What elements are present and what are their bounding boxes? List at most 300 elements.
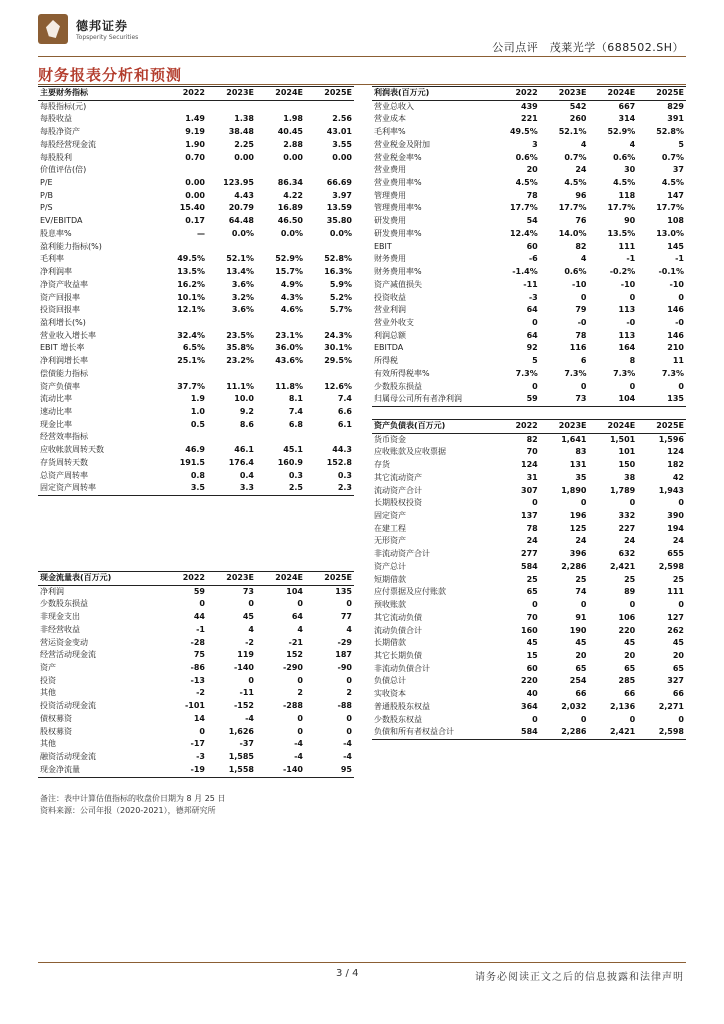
value-cell: 30	[624, 165, 636, 175]
row-label: 存货	[374, 460, 390, 470]
value-cell: -4	[343, 752, 352, 762]
table-row	[38, 152, 354, 165]
value-cell: 13.5%	[607, 228, 636, 238]
value-cell: 49.5%	[177, 254, 205, 264]
table-row	[38, 126, 354, 139]
row-label: 存货周转天数	[40, 457, 88, 467]
value-cell: 0	[678, 498, 684, 508]
table-row	[38, 355, 354, 368]
row-label: 实收资本	[374, 689, 406, 699]
table-row	[38, 406, 354, 419]
value-cell: 64	[526, 330, 538, 340]
row-label: 利润总额	[374, 330, 406, 340]
value-cell: -288	[282, 701, 303, 711]
value-cell: 46.50	[277, 216, 303, 226]
year-header: 2023E	[207, 572, 256, 586]
value-cell: 65	[672, 663, 684, 673]
value-cell: 0	[678, 292, 684, 302]
value-cell: 118	[618, 190, 636, 200]
value-cell: 32.4%	[177, 330, 205, 340]
year-header: 2024E	[589, 87, 638, 101]
table-row	[372, 190, 686, 203]
table-row	[372, 317, 686, 330]
value-cell: 52.1%	[226, 254, 254, 264]
value-cell	[305, 164, 354, 177]
value-cell: -11	[523, 279, 538, 289]
value-cell: 4.43	[234, 190, 254, 200]
value-cell: 20	[624, 650, 636, 660]
value-cell: 0	[346, 599, 352, 609]
value-cell: 13.59	[326, 203, 352, 213]
value-cell: 20	[575, 650, 587, 660]
company-logo	[38, 14, 168, 48]
value-cell: 3.3	[207, 482, 256, 495]
table-row	[38, 624, 354, 637]
value-cell: 11.8%	[275, 381, 303, 391]
value-cell: 0.6%	[564, 267, 587, 277]
table-row	[38, 304, 354, 317]
value-cell: 35.80	[326, 216, 352, 226]
value-cell: -88	[337, 701, 352, 711]
value-cell: 0	[532, 498, 538, 508]
value-cell: 0.70	[185, 152, 205, 162]
row-label: 少数股东权益	[374, 714, 422, 724]
value-cell: 164	[618, 343, 636, 353]
value-cell: 4.22	[283, 190, 303, 200]
value-cell: 0	[297, 713, 303, 723]
value-cell: 1,501	[609, 434, 636, 444]
row-label: 长期股权投资	[374, 498, 422, 508]
table-row	[38, 368, 354, 381]
value-cell: 0.00	[185, 178, 205, 188]
value-cell	[207, 431, 256, 444]
value-cell: 16.3%	[324, 267, 352, 277]
value-cell: 1,943	[658, 485, 684, 495]
value-cell: 111	[667, 587, 684, 597]
main-indicators-table	[38, 86, 354, 496]
value-cell: 73	[540, 393, 589, 406]
value-cell: 0	[199, 599, 205, 609]
row-label: 投资活动现金流	[40, 701, 96, 711]
row-label: 现金净流量	[38, 764, 158, 777]
row-label: 每股指标(元)	[40, 101, 87, 111]
value-cell: 49.5%	[509, 127, 538, 137]
table-row	[38, 241, 354, 254]
value-cell: 0.00	[185, 190, 205, 200]
row-label: 货币资金	[374, 434, 406, 444]
value-cell: 40	[526, 689, 538, 699]
value-cell: -290	[282, 663, 303, 673]
value-cell: -0	[626, 317, 636, 327]
table-row	[372, 472, 686, 485]
value-cell: 35.8%	[226, 343, 254, 353]
table-row	[38, 215, 354, 228]
value-cell: 116	[569, 343, 587, 353]
value-cell: -2	[196, 688, 205, 698]
value-cell: 2,286	[561, 561, 587, 571]
value-cell: 13.4%	[226, 267, 254, 277]
table-row	[372, 215, 686, 228]
value-cell	[207, 317, 256, 330]
row-label: 投资回报率	[40, 305, 80, 315]
row-label: 净资产收益率	[40, 279, 88, 289]
value-cell: 46.9	[185, 445, 205, 455]
value-cell: 24	[526, 536, 538, 546]
value-cell: 4.3%	[280, 292, 303, 302]
row-label: 其它流动资产	[374, 472, 422, 482]
table-row	[372, 100, 686, 113]
value-cell: 2,421	[589, 726, 638, 739]
value-cell: 2	[297, 688, 303, 698]
value-cell: 78	[526, 523, 538, 533]
value-cell: 0.5	[190, 419, 205, 429]
value-cell: 44	[193, 612, 205, 622]
table-row	[372, 279, 686, 292]
table-row	[372, 688, 686, 701]
value-cell: 4	[346, 624, 352, 634]
row-label: EBIT	[374, 241, 392, 251]
value-cell: 0.00	[234, 152, 254, 162]
value-cell: 396	[569, 549, 587, 559]
value-cell: 145	[667, 241, 684, 251]
table-row	[38, 292, 354, 305]
row-label: 应收帐款周转天数	[40, 445, 104, 455]
table-row	[372, 126, 686, 139]
value-cell	[207, 164, 256, 177]
value-cell: 36.0%	[275, 343, 303, 353]
value-cell	[305, 368, 354, 381]
value-cell: 191.5	[179, 457, 205, 467]
value-cell: 150	[618, 460, 636, 470]
year-header: 2023E	[540, 87, 589, 101]
value-cell: 16.2%	[177, 279, 205, 289]
value-cell: 1.98	[283, 114, 303, 124]
table-row	[38, 419, 354, 432]
value-cell: 20.79	[228, 203, 254, 213]
value-cell: 160.9	[277, 457, 303, 467]
value-cell: 135	[335, 586, 352, 596]
value-cell: 1,596	[658, 434, 684, 444]
year-header: 2022	[491, 87, 540, 101]
value-cell: 43.01	[326, 127, 352, 137]
value-cell: 1,890	[561, 485, 587, 495]
value-cell: 119	[237, 650, 254, 660]
table-row	[38, 279, 354, 292]
value-cell: 35	[575, 472, 587, 482]
income-statement-table	[372, 86, 686, 407]
value-cell: 194	[667, 523, 684, 533]
value-cell: 327	[667, 676, 684, 686]
value-cell: -0.2%	[609, 267, 636, 277]
value-cell: 3.6%	[231, 305, 254, 315]
value-cell: 70	[526, 612, 538, 622]
value-cell: 91	[575, 612, 587, 622]
value-cell	[256, 317, 305, 330]
value-cell: 101	[618, 447, 636, 457]
row-label: 资产减值损失	[374, 279, 422, 289]
value-cell: -1	[626, 254, 636, 264]
value-cell: -11	[239, 688, 254, 698]
value-cell: 277	[521, 549, 538, 559]
logo-english-name: Topsperity Securities	[76, 34, 139, 41]
value-cell: 0	[297, 726, 303, 736]
value-cell: 24	[575, 536, 587, 546]
value-cell: 8.1	[288, 394, 303, 404]
value-cell: -86	[190, 663, 205, 673]
value-cell: 2.3	[305, 482, 354, 495]
value-cell: 0.00	[283, 152, 303, 162]
value-cell: 146	[667, 305, 684, 315]
table-row	[38, 330, 354, 343]
value-cell: 104	[589, 393, 638, 406]
row-label: 投资	[40, 675, 56, 685]
row-label: 固定资产	[374, 511, 406, 521]
value-cell: 12.1%	[177, 305, 205, 315]
value-cell: 2,271	[658, 701, 684, 711]
value-cell: 0.8	[190, 470, 205, 480]
value-cell: 23.1%	[275, 330, 303, 340]
table-row	[372, 497, 686, 510]
year-header: 2022	[491, 420, 540, 434]
value-cell: 667	[618, 101, 636, 111]
value-cell: 17.7%	[656, 203, 684, 213]
value-cell: -152	[233, 701, 254, 711]
value-cell: 0	[629, 498, 636, 508]
value-cell: 96	[575, 190, 587, 200]
value-cell: 0	[629, 600, 636, 610]
table-row	[38, 713, 354, 726]
page-title: 财务报表分析和预测	[38, 66, 183, 84]
year-header: 2025E	[305, 87, 354, 101]
value-cell: 37.7%	[177, 381, 205, 391]
table-row	[38, 253, 354, 266]
value-cell	[207, 368, 256, 381]
row-label: 少数股东损益	[374, 381, 422, 391]
value-cell: 45	[624, 638, 636, 648]
value-cell: 5.2%	[329, 292, 352, 302]
table-row	[38, 598, 354, 611]
table-row	[38, 726, 354, 739]
value-cell: 2.5	[256, 482, 305, 495]
value-cell: 1,558	[207, 764, 256, 777]
value-cell: 60	[526, 663, 538, 673]
value-cell: 2,598	[637, 726, 686, 739]
table-row	[372, 202, 686, 215]
table-row	[38, 687, 354, 700]
value-cell: 7.3%	[564, 368, 587, 378]
value-cell: 45	[672, 638, 684, 648]
value-cell: 6.8	[288, 419, 303, 429]
value-cell: -28	[190, 637, 205, 647]
row-label: 每股经营现金流	[40, 139, 96, 149]
row-label: 营业费用	[374, 165, 406, 175]
value-cell: 2	[346, 688, 352, 698]
row-label: 营运资金变动	[40, 637, 88, 647]
value-cell: 25	[624, 574, 636, 584]
value-cell: 13.5%	[177, 267, 205, 277]
value-cell: 77	[340, 612, 352, 622]
value-cell: 38.48	[228, 127, 254, 137]
table-row	[372, 355, 686, 368]
year-header: 2024E	[256, 572, 305, 586]
table-row	[372, 701, 686, 714]
value-cell: 125	[569, 523, 587, 533]
row-label: 流动比率	[40, 394, 72, 404]
table-row	[38, 317, 354, 330]
value-cell: -1	[196, 624, 205, 634]
value-cell: 66.69	[326, 178, 352, 188]
row-label: 资产	[40, 663, 56, 673]
value-cell: 0	[629, 714, 636, 724]
value-cell: 5	[532, 356, 538, 366]
value-cell: 314	[618, 114, 636, 124]
value-cell: —	[197, 228, 205, 238]
value-cell: 152.8	[326, 457, 352, 467]
value-cell: 31	[526, 472, 538, 482]
value-cell: 364	[521, 701, 538, 711]
table-row	[372, 381, 686, 394]
row-label: 非流动资产合计	[374, 549, 430, 559]
value-cell: 12.4%	[509, 228, 538, 238]
value-cell: 12.6%	[324, 381, 352, 391]
value-cell: 0.0%	[231, 228, 254, 238]
row-label: 投资收益	[374, 292, 406, 302]
value-cell: 127	[667, 612, 684, 622]
year-header: 2023E	[207, 87, 256, 101]
value-cell: 1,789	[609, 485, 636, 495]
table-row	[38, 585, 354, 598]
row-label: 毛利率%	[374, 127, 406, 137]
value-cell: -2	[245, 637, 254, 647]
value-cell: 83	[575, 447, 587, 457]
table-row	[372, 637, 686, 650]
value-cell: 135	[637, 393, 686, 406]
value-cell: -19	[158, 764, 207, 777]
value-cell: 0.7%	[661, 152, 684, 162]
value-cell: 76	[575, 216, 587, 226]
value-cell: 75	[193, 650, 205, 660]
value-cell: 4.5%	[564, 178, 587, 188]
footer-divider	[38, 962, 686, 963]
value-cell: 390	[667, 511, 684, 521]
value-cell: 1,585	[228, 752, 254, 762]
value-cell: -3	[196, 752, 205, 762]
value-cell: 113	[618, 330, 636, 340]
value-cell: 7.4	[337, 394, 352, 404]
disclaimer: 请务必阅读正文之后的信息披露和法律声明	[475, 972, 684, 983]
value-cell: 74	[575, 587, 587, 597]
row-label: 其它长期负债	[374, 650, 422, 660]
value-cell: 23.2%	[226, 356, 254, 366]
value-cell: 0	[580, 600, 587, 610]
value-cell: -4	[294, 739, 303, 749]
value-cell: 24.3%	[324, 330, 352, 340]
table-row	[38, 764, 354, 777]
value-cell: 254	[569, 676, 587, 686]
value-cell: 90	[624, 216, 636, 226]
table-row	[38, 675, 354, 688]
value-cell: 14.0%	[558, 228, 587, 238]
value-cell: -4	[294, 752, 303, 762]
value-cell: 44.3	[332, 445, 352, 455]
value-cell: -21	[288, 637, 303, 647]
table-row	[372, 241, 686, 254]
value-cell: -17	[190, 739, 205, 749]
value-cell: 66	[624, 689, 636, 699]
row-label: 流动负债合计	[374, 625, 422, 635]
value-cell: 829	[667, 101, 684, 111]
table-row	[372, 152, 686, 165]
value-cell: 20	[526, 165, 538, 175]
table-row	[372, 663, 686, 676]
value-cell: -37	[239, 739, 254, 749]
value-cell: 9.2	[239, 406, 254, 416]
value-cell: 0	[248, 675, 254, 685]
value-cell: 78	[526, 190, 538, 200]
table-row	[372, 726, 686, 739]
value-cell: 25	[672, 574, 684, 584]
table-row	[372, 433, 686, 446]
value-cell: 82	[526, 434, 538, 444]
row-label: 营业收入增长率	[40, 330, 96, 340]
header-divider	[38, 56, 686, 57]
value-cell: 38	[624, 472, 636, 482]
value-cell: 106	[618, 612, 636, 622]
table-row	[372, 574, 686, 587]
value-cell: 86.34	[277, 178, 303, 188]
table-row	[38, 738, 354, 751]
value-cell: 123.95	[223, 178, 254, 188]
value-cell	[158, 164, 207, 177]
page-header	[0, 0, 724, 60]
value-cell: 0	[532, 600, 538, 610]
value-cell	[256, 241, 305, 254]
value-cell: 54	[526, 216, 538, 226]
row-label: 所得税	[374, 356, 398, 366]
table-row	[38, 662, 354, 675]
value-cell: 23.5%	[226, 330, 254, 340]
year-header: 2023E	[540, 420, 589, 434]
row-label: P/E	[40, 178, 53, 188]
value-cell: 95	[305, 764, 354, 777]
value-cell: 176.4	[228, 457, 254, 467]
value-cell: 2.25	[234, 139, 254, 149]
value-cell: 0.17	[185, 216, 205, 226]
value-cell: 29.5%	[324, 356, 352, 366]
row-label: 在建工程	[374, 523, 406, 533]
value-cell: 2.56	[332, 114, 352, 124]
year-header: 2022	[158, 87, 207, 101]
value-cell: 124	[521, 460, 538, 470]
value-cell: 5.9%	[329, 279, 352, 289]
value-cell: -140	[233, 663, 254, 673]
value-cell	[207, 100, 256, 113]
value-cell: 64	[291, 612, 303, 622]
row-label: 预收账款	[374, 600, 406, 610]
row-label: 资产总计	[374, 561, 406, 571]
row-label: 盈利能力指标(%)	[40, 241, 102, 251]
value-cell	[256, 368, 305, 381]
value-cell: 285	[618, 676, 636, 686]
table-row	[372, 342, 686, 355]
row-label: 融资活动现金流	[40, 752, 96, 762]
row-label: 资产回报率	[40, 292, 80, 302]
value-cell: 152	[286, 650, 303, 660]
row-label: 非经营收益	[40, 624, 80, 634]
value-cell: -0	[675, 317, 684, 327]
row-label: 现金比率	[40, 419, 72, 429]
table-row	[372, 266, 686, 279]
